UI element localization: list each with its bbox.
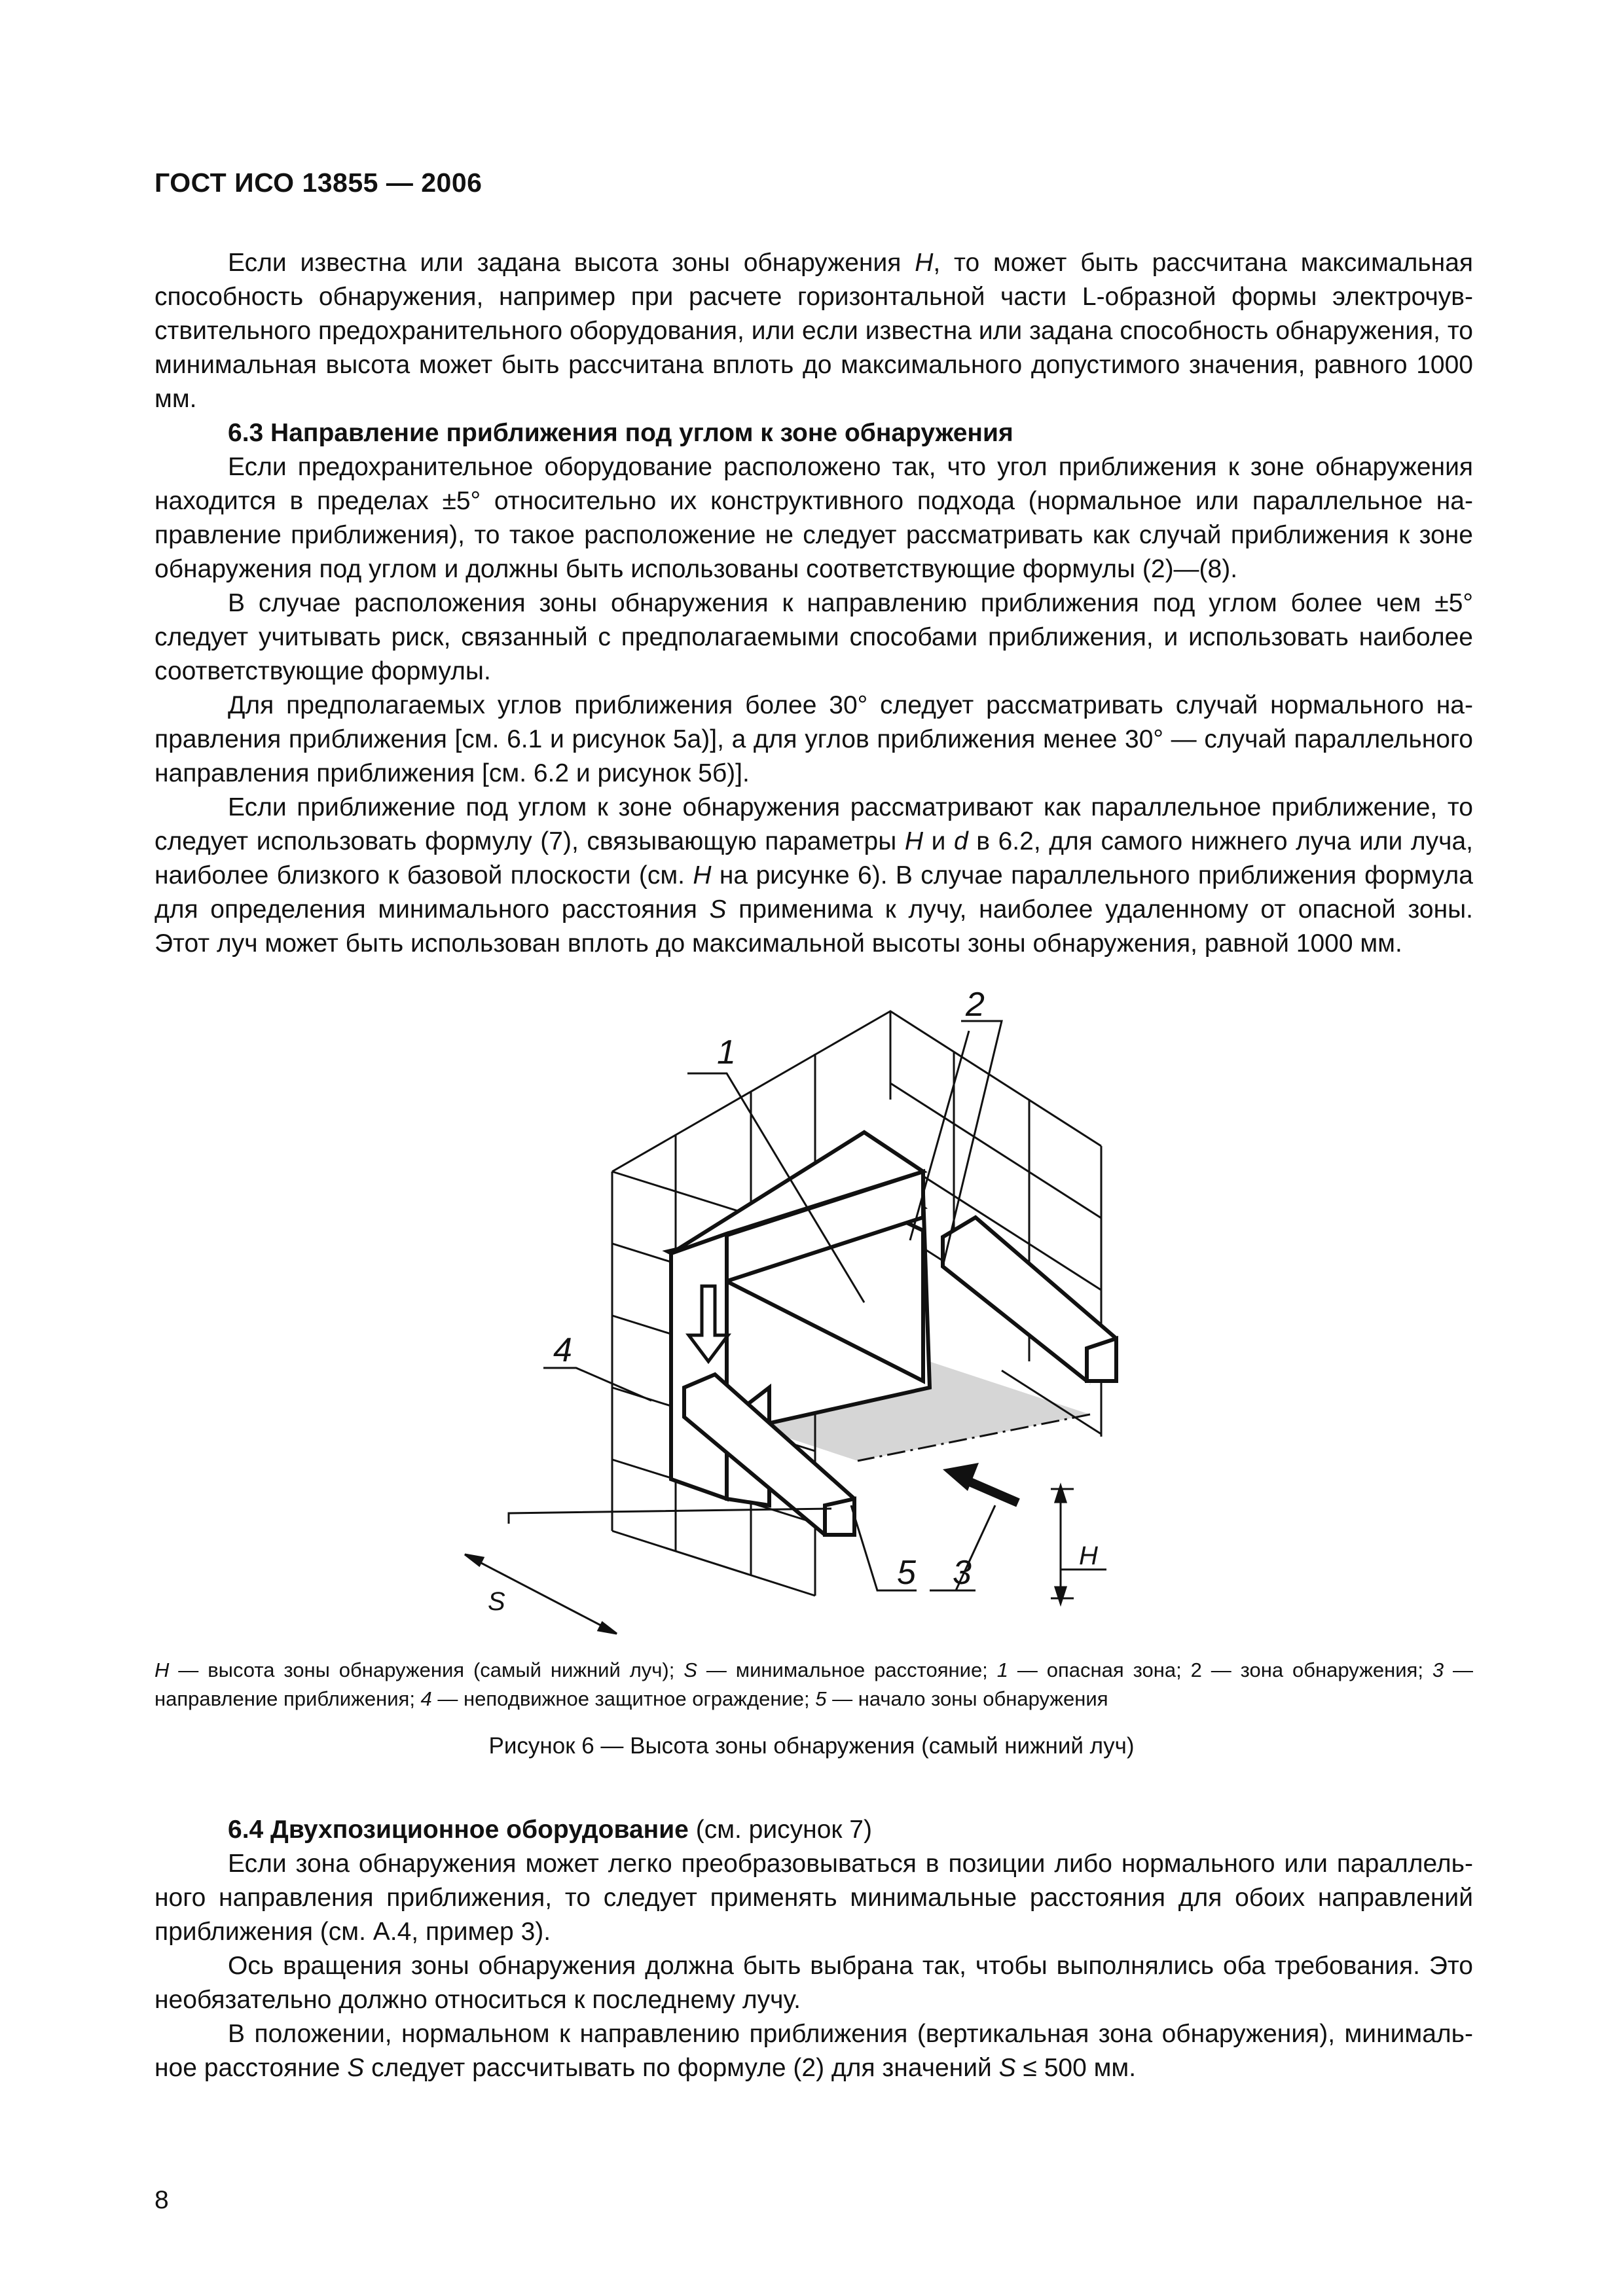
legend-number: 5 [815,1687,827,1710]
paragraph: Если зона обнаружения может легко преобразовываться в позиции либо нормального или параллельного направления приближения, то следует применять минимальные расстояния для обоих направлений приближения (см. А.4, пример 3). [155,1850,1473,1946]
text-run: в 6.2, для самого нижнего луча или луча, наиболее близкого к базовой плоскости (см. [155,827,1473,889]
section-heading-6-3: 6.3 Направление приближения под углом к зоне обнаружения [228,419,1013,447]
text-run: — начало зоны обнаружения [826,1687,1108,1710]
label-2: 2 [966,986,985,1024]
label-s: S [488,1587,505,1616]
heading-text: 6.4 Двухпозиционное оборудование [228,1816,689,1844]
variable-s: S [998,2054,1016,2082]
label-5: 5 [897,1554,916,1592]
text-run: Если известна или задана высота зоны обнаружения [228,249,915,277]
paragraph: Если предохранительное оборудование расположено так, что угол приближения к зоне обнаружения находится в пределах ±5° относительно их конструктивного подхода (нормальное или параллельное направление приближения), то такое расположение не следует рассматривать как случай приближения к зоне обнаружения под углом и должны быть использованы соответствующие формулы (2)—(8). [155,453,1473,583]
text-run: применима к лучу, наиболее удаленному от опасной зоны. Этот луч может быть использован вплоть до максимальной высоты зоны обнаружения, равной 1000 мм. [155,895,1473,958]
text-block-bottom [155,1813,1473,2085]
variable-d: d [954,827,968,855]
variable-h: H [915,249,934,277]
document-code-header: ГОСТ ИСО 13855 — 2006 [155,168,483,198]
label-h: H [1079,1541,1098,1570]
text-run: — высота зоны обнаружения (самый нижний луч); [169,1659,684,1681]
text-run: ≤ 500 мм. [1015,2054,1137,2082]
text-run: — опасная зона; 2 — зона обнаружения; [1008,1659,1432,1681]
paragraph [155,2017,1473,2085]
variable-s: S [347,2054,365,2082]
legend-number: 4 [420,1687,432,1710]
figure-caption: Рисунок 6 — Высота зоны обнаружения (самый нижний луч) [488,1733,1135,1759]
text-run: и [923,827,954,855]
text-run: — неподвижное защитное ограждение; [431,1687,816,1710]
variable-s: S [709,895,727,924]
variable-s: S [684,1659,697,1681]
text-run: Если приближение под углом к зоне обнаружения рассматривают как параллельное приближение, то следует использовать формулу (7), связывающую параметры [155,793,1473,855]
text-run: следует рассчитывать по формуле (2) для значений [364,2054,999,2082]
paragraph: Для предполагаемых углов приближения более 30° следует рассматривать случай нормального направления приближения [см. 6.1 и рисунок 5а)], а для углов приближения менее 30° — случай параллельного направления приближения [см. 6.2 и рисунок 5б)]. [155,691,1473,787]
label-3: 3 [953,1554,972,1592]
dimension-s [465,1509,831,1634]
text-run: В положении, нормальном к направлению приближения (вертикальная зона обнаружения), минимальное расстояние [155,2020,1473,2082]
text-run: на рисунке 6). В случае параллельного приближения формула для определения минимального расстояния [155,861,1473,924]
label-1: 1 [717,1033,736,1071]
text-run: , то может быть рассчитана максимальная способность обнаружения, например при расчете горизонтальной части L-образной формы электрочувствительного предохранительного оборудования, или если известна или задана способность обнаружения, то минимальная высота может быть рассчитана вплоть до максимального допустимого значения, равного 1000 мм. [155,249,1474,413]
section-heading-6-4 [155,1813,1473,1847]
legend-number: 3 [1432,1659,1444,1681]
paragraph: Ось вращения зоны обнаружения должна быть выбрана так, чтобы выполнялись оба требования. Это необязательно должно относиться к последнему лучу. [155,1952,1473,2014]
legend-number: 1 [996,1659,1008,1681]
paragraph: В случае расположения зоны обнаружения к направлению приближения под углом более чем ±5° следует учитывать риск, связанный с предполагаемыми способами приближения, и использовать наиболее соответствующие формулы. [155,589,1473,685]
heading-note: (см. рисунок 7) [688,1816,872,1844]
approach-direction-arrow [943,1463,1018,1503]
page-number: 8 [155,2186,169,2214]
text-run: — направление приближения; [155,1659,1474,1710]
variable-h: H [693,861,712,889]
label-4: 4 [553,1331,572,1369]
variable-h: H [155,1659,170,1681]
figure-legend [155,1656,1473,1713]
text-run: — минимальное расстояние; [697,1659,997,1681]
variable-h: H [904,827,924,855]
